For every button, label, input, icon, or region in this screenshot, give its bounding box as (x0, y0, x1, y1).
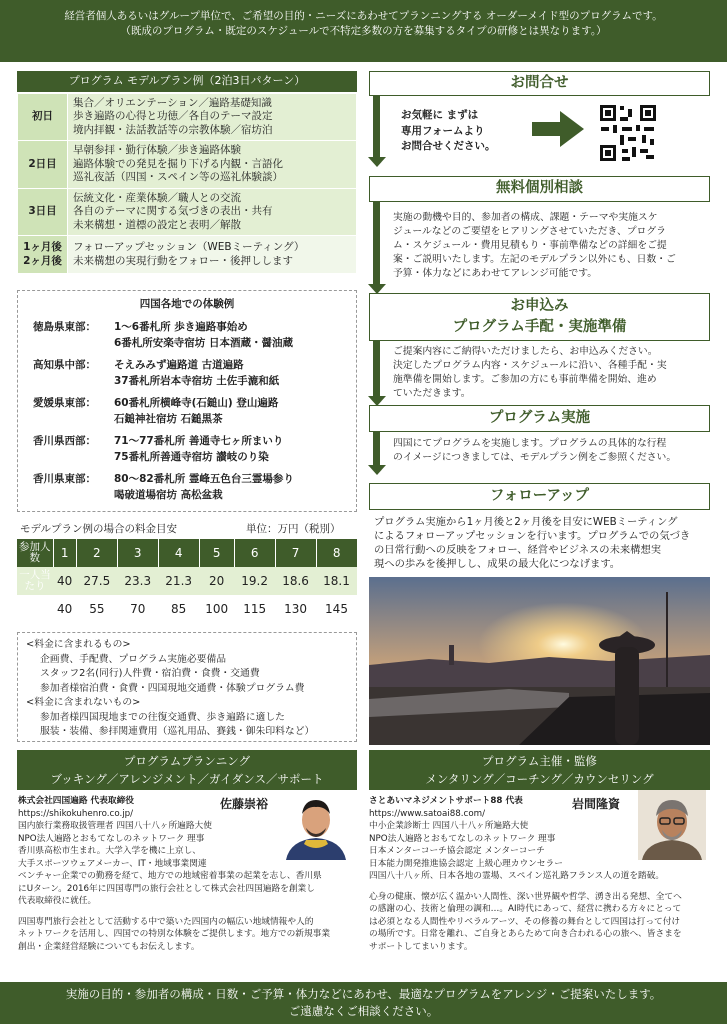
example-line: 石鎚神社宿坊 石鎚黒茶 (114, 413, 223, 425)
flow-arrow-icon (368, 157, 386, 167)
flow-bar (373, 201, 380, 286)
count-cell: 7 (275, 539, 316, 567)
total-cell: 130 (275, 595, 316, 623)
flow-arrow-icon (368, 465, 386, 475)
flow-bar (373, 431, 380, 467)
total-label: 総額 (17, 595, 53, 623)
consultation-text (393, 211, 703, 281)
day-2: 2日目 (18, 141, 68, 189)
text-line: 決定したプログラム内容・スケジュールに沿い、各種手配・実 (393, 360, 667, 371)
inc-line: 参加者様宿泊費・食費・四国現地交通費・体験プログラム費 (40, 682, 305, 694)
profile-line: ネットワークを活用し、四国での特別な体験をご提供します。地方での新規事業 (18, 929, 331, 939)
sato-portrait (280, 790, 352, 860)
example-line: 37番札所岩本寺宿坊 土佐手漉和紙 (114, 375, 280, 387)
text-line: のイメージにつきましては、モデルプラン例をご参照ください。 (393, 452, 677, 463)
text-line: 四国にてプログラムを実施します。プログラムの具体的な行程 (393, 438, 667, 449)
model-plan-table (17, 93, 357, 274)
planning-subtitle: ブッキング／アレンジメント／ガイダンス／サポート (50, 772, 324, 786)
count-cell: 8 (316, 539, 357, 567)
example-line: 喝破道場宿坊 高松盆栽 (114, 489, 223, 501)
profile-line: 四国専門旅行会社として活動する中で築いた四国内の幅広い地域情報や人的 (18, 916, 314, 927)
profile-line: にUターン。2016年に四国専門の旅行会社として株式会社四国遍路を創業し (18, 883, 315, 894)
total-cell: 85 (158, 595, 199, 623)
bottom-line-1: 実施の目的・参加者の構成・日数・ご予算・体力などにあわせ、最適なプログラムをアレンジ・ご提案いたします。 (65, 987, 662, 1001)
profile-line: の感謝の心、技術と倫理の調和…。AI時代にあって、経営に携わる方々にとって (369, 904, 682, 914)
planning-company: 株式会社四国遍路 代表取締役 (18, 796, 134, 806)
per-cell: 27.5 (76, 567, 117, 595)
right-arrow-icon (532, 111, 584, 147)
flow-step-consultation: 無料個別相談 (369, 176, 710, 202)
planning-title: プログラムプランニング (123, 754, 251, 768)
plan-line: 未来構想・道標の設定と表明／解散 (73, 218, 241, 231)
profile-line: 四国八十八ヶ所、日本各地の霊場、スペイン巡礼路フランス人の道を踏破。 (369, 871, 665, 881)
per-cell: 20 (199, 567, 234, 595)
count-cell: 3 (117, 539, 158, 567)
text-line: ム・スケジュール・費用見積もり・事前準備などの詳細をご提 (393, 240, 667, 251)
supervision-company: さとあいマネジメントサポート88 代表 (369, 796, 523, 806)
profile-line: 日本能力開発推進協会認定 上級心理カウンセラー (369, 858, 563, 869)
count-cell: 1 (53, 539, 76, 567)
profile-line: 国内旅行業務取扱管理者 四国八十八ヶ所遍路大使 (18, 821, 212, 831)
text-line: ジュールなどのご要望をヒアリングさせていただき、プログラ (393, 226, 666, 237)
text-line: ていただきます。 (393, 388, 471, 399)
plan-line: 巡礼夜話（四国・スペイン等の巡礼体験談） (73, 171, 283, 184)
per-cell: 21.3 (158, 567, 199, 595)
fees-title: モデルプラン例の場合の料金目安 (20, 523, 177, 535)
example-line: 80～82番札所 霊峰五色台三霊場参り (114, 473, 294, 485)
example-line: 71～77番札所 善通寺七ヶ所まいり (114, 435, 284, 447)
inclusions-box (17, 632, 357, 742)
application-text (393, 345, 703, 401)
text-line: 施準備を開始します。ご参加の方にも事前準備を開始、進め (393, 374, 657, 385)
text-line: お気軽に まずは (401, 109, 479, 121)
example-place: 香川県西部： (33, 435, 96, 447)
iwama-portrait (638, 790, 706, 860)
plan-line: 伝統文化・産業体験／職人との交流 (73, 191, 241, 204)
example-line: 1～6番札所 歩き遍路事始め (114, 321, 248, 333)
text-line: 予算・体力などにあわせてアレンジ可能です。 (393, 268, 598, 279)
planning-url[interactable]: https://shikokuhenro.co.jp/ (18, 808, 134, 819)
per-cell: 40 (53, 567, 76, 595)
followup-text (374, 515, 709, 571)
header-label: 参加人数 (17, 539, 53, 567)
flow-step-application (369, 293, 710, 341)
plan-line: 境内拝観・法話教話等の宗教体験／宿坊泊 (73, 123, 273, 136)
top-banner (0, 0, 727, 62)
profile-line: 大手スポーツウェアメーカー、IT・地域事業関連 (18, 858, 207, 869)
flow-step-followup: フォローアップ (369, 483, 710, 510)
plan-line: 集合／オリエンテーション／遍路基礎知識 (73, 96, 272, 109)
example-place: 高知県中部： (33, 359, 96, 371)
banner-line-1: 経営者個人あるいはグループ単位で、ご希望の目的・ニーズにあわせてプランニングする オーダーメイド型のプログラムです。 (64, 10, 663, 22)
sunset-pilgrim-photo (369, 577, 710, 745)
text-line: の日常行動への反映をフォロー、経営やビジネスの未来構想実 (374, 544, 662, 556)
example-line: そえみみず遍路道 古道遍路 (114, 359, 244, 371)
profile-line: ベンチャー企業での勤務を経て、地方での地域密着事業の起業を志し、香川県 (18, 871, 322, 881)
inc-title: <料金に含まれるもの> (26, 639, 131, 650)
text-line: 実施の動機や目的、参加者の構成、課題・テーマや実施スケ (393, 212, 658, 223)
plan-line: 歩き遍路の心得と功徳／各自のテーマ設定 (73, 110, 273, 123)
example-line: 6番札所安楽寺宿坊 日本酒蔵・醤油蔵 (114, 337, 293, 349)
supervision-title: プログラム主催・監修 (482, 754, 597, 768)
profile-line: 中小企業診断士 四国八十八ヶ所遍路大使 (369, 821, 529, 831)
per-label: 一人当たり (17, 567, 53, 595)
count-cell: 4 (158, 539, 199, 567)
per-cell: 23.3 (117, 567, 158, 595)
bottom-banner (0, 982, 727, 1024)
fees-unit: 単位：万円（税別） (246, 523, 341, 535)
text-line: によるフォローアップセッションを行います。プログラムでの気づき (374, 530, 691, 542)
exc-title: <料金に含まれないもの> (26, 697, 141, 708)
banner-line-2: （既成のプログラム・既定のスケジュールで不特定多数の方を募集するタイプの研修とは異なります。） (120, 25, 607, 37)
application-title: お申込み (510, 298, 569, 314)
inc-line: スタッフ2名(同行)人件費・宿泊費・食費・交通費 (40, 668, 260, 679)
plan-line: 早朝参拝・勤行体験／歩き遍路体験 (73, 144, 241, 157)
profile-line: の場所です。日常を離れ、ご自身とあらためて向き合われる心の旅へ、皆さまを (369, 929, 682, 939)
profile-line: サポートしてまいります。 (369, 941, 473, 952)
profile-line: は必須となる人間性やリベラルアーツ、その修養の舞台として四国は打って付け (369, 916, 681, 927)
profile-line: NPO法人遍路とおもてなしのネットワーク 理事 (369, 833, 556, 844)
profile-line: 香川県高松市生まれ。大学入学を機に上京し、 (18, 846, 201, 856)
total-cell: 145 (316, 595, 357, 623)
flow-step-inquiry: お問合せ (369, 71, 710, 96)
exc-line: 参加者様四国現地までの往復交通費、歩き遍路に適した (40, 711, 285, 723)
profile-line: 創出・企業経営経験についてもお伝えします。 (18, 941, 200, 952)
profile-line: 代表取締役に就任。 (18, 896, 97, 906)
flow-step-implementation: プログラム実施 (369, 405, 710, 432)
planning-name: 佐藤崇裕 (220, 797, 269, 811)
fee-table (17, 539, 357, 623)
supervision-url[interactable]: https://www.satoai88.com/ (369, 808, 486, 819)
text-line: 案・ご説明いたします。左記のモデルプラン以外にも、日数・ご (393, 254, 676, 265)
plan-line: 未来構想の実現行動をフォロー・後押しします (73, 254, 293, 267)
model-plan-title: プログラム モデルプラン例（2泊3日パターン） (17, 71, 357, 92)
plan-line: フォローアップセッション（WEBミーティング） (73, 241, 305, 253)
per-cell: 18.1 (316, 567, 357, 595)
supervision-subtitle: メンタリング／コーチング／カウンセリング (425, 772, 654, 786)
total-cell: 70 (117, 595, 158, 623)
total-cell: 40 (53, 595, 76, 623)
inc-line: 企画費、手配費、プログラム実施必要備品 (40, 653, 227, 665)
total-cell: 55 (76, 595, 117, 623)
example-place: 愛媛県東部： (33, 397, 96, 409)
supervision-header (369, 750, 710, 790)
follow-day-2: 2ヶ月後 (23, 254, 62, 267)
exc-line: 服装・装備、参拝関連費用（巡礼用品、賽銭・御朱印料など） (40, 726, 315, 737)
count-cell: 2 (76, 539, 117, 567)
text-line: プログラム実施から1ヶ月後と2ヶ月後を目安にWEBミーティング (374, 516, 678, 528)
plan-line: 各自のテーマに関する気づきの表出・共有 (73, 205, 273, 218)
total-cell: 115 (234, 595, 275, 623)
bottom-line-2: ご遠慮なくご相談ください。 (288, 1004, 439, 1018)
examples-box (17, 290, 357, 512)
text-line: 現への歩みを後押しし、成果の最大化につなげます。 (374, 558, 621, 570)
per-cell: 18.6 (275, 567, 316, 595)
per-cell: 19.2 (234, 567, 275, 595)
text-line: 専用フォームより (401, 124, 485, 137)
planning-header (17, 750, 357, 790)
example-place: 徳島県東部： (33, 321, 96, 333)
example-place: 香川県東部： (33, 473, 96, 485)
qr-code-icon[interactable] (598, 103, 658, 163)
profile-line: NPO法人遍路とおもてなしのネットワーク 理事 (18, 833, 205, 844)
text-line: ご提案内容にご納得いただけましたら、お申込みください。 (393, 346, 658, 357)
flow-bar (373, 95, 380, 157)
implementation-text (393, 437, 703, 465)
follow-day-1: 1ヶ月後 (23, 241, 62, 253)
profile-line: 日本メンターコーチ協会認定 メンターコーチ (369, 846, 545, 856)
follow-days (18, 236, 68, 274)
count-cell: 5 (199, 539, 234, 567)
example-line: 75番札所善通寺宿坊 讃岐のり染 (114, 451, 269, 463)
flow-bar (373, 340, 380, 400)
plan-line: 遍路体験での発見を掘り下げる内観・言語化 (73, 157, 283, 170)
total-cell: 100 (199, 595, 234, 623)
profile-line: 心身の健康、懐が広く温かい人間性、深い世界観や哲学、湧き出る発想、全てへ (369, 891, 682, 902)
day-1: 初日 (18, 94, 68, 141)
supervision-name: 岩間隆資 (572, 797, 621, 811)
text-line: お問合せください。 (401, 140, 496, 152)
example-line: 60番札所横峰寺(石鎚山) 登山遍路 (114, 397, 279, 409)
day-3: 3日目 (18, 189, 68, 236)
count-cell: 6 (234, 539, 275, 567)
examples-title: 四国各地での体験例 (139, 298, 235, 310)
application-subtitle: プログラム手配・実施準備 (452, 319, 627, 335)
